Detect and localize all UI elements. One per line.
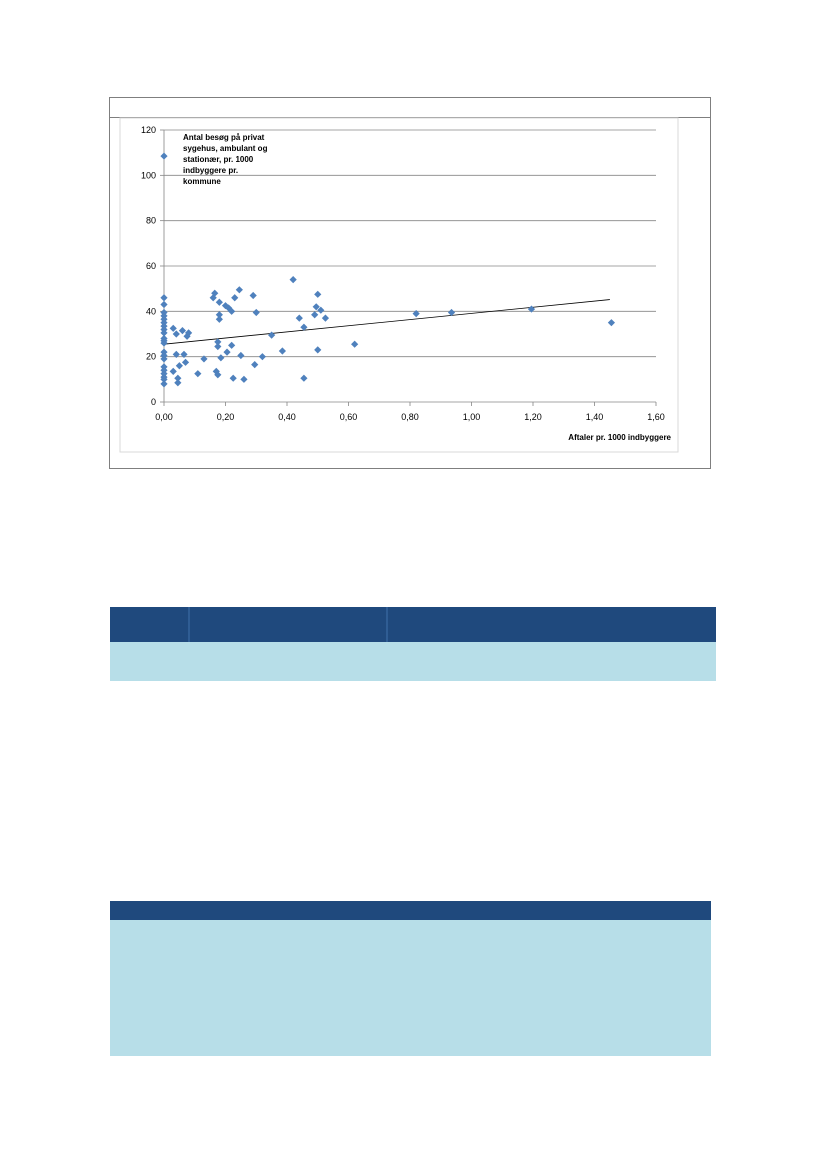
data-point <box>268 332 275 339</box>
data-point <box>250 292 257 299</box>
x-tick-label: 1,60 <box>647 412 665 422</box>
data-point <box>173 330 180 337</box>
x-tick-label: 1,40 <box>585 412 604 422</box>
table-header <box>110 901 711 920</box>
x-tick-label: 0,40 <box>278 412 296 422</box>
data-point <box>230 375 237 382</box>
y-tick-label: 60 <box>145 261 156 271</box>
data-point <box>300 375 307 382</box>
data-point <box>217 354 224 361</box>
y-tick-label: 120 <box>140 125 156 135</box>
table-header-cell <box>190 607 388 642</box>
table-header-cell <box>388 607 716 642</box>
trendline <box>164 300 610 345</box>
blue-table-1 <box>110 607 716 681</box>
data-point <box>259 353 266 360</box>
table-row <box>110 642 716 681</box>
data-point <box>170 368 177 375</box>
data-point <box>223 349 230 356</box>
data-point <box>176 362 183 369</box>
data-point <box>174 379 181 386</box>
data-point <box>179 327 186 334</box>
data-point <box>322 315 329 322</box>
x-tick-label: 1,00 <box>462 412 481 422</box>
y-tick-label: 80 <box>145 215 156 226</box>
x-tick-label: 0,60 <box>339 412 358 422</box>
data-point <box>160 301 167 308</box>
x-tick-label: 0,00 <box>155 412 173 422</box>
data-point <box>311 311 318 318</box>
scatter-chart <box>110 98 710 468</box>
data-point <box>314 291 321 298</box>
data-point <box>216 299 223 306</box>
data-point <box>296 315 303 322</box>
blue-table-2 <box>110 901 711 1056</box>
data-point <box>237 352 244 359</box>
table-header-cell <box>110 607 190 642</box>
data-point <box>228 342 235 349</box>
y-tick-label: 100 <box>140 170 156 181</box>
data-point <box>290 276 297 283</box>
data-point <box>160 152 167 159</box>
data-point <box>253 309 260 316</box>
y-axis-label: Antal besøg på privat sygehus, ambulant og stationær, pr. 1000 indbyggere pr. kommune <box>183 133 268 186</box>
y-tick-label: 0 <box>150 397 156 407</box>
data-point <box>240 376 247 383</box>
data-point <box>351 341 358 348</box>
data-point <box>170 325 177 332</box>
data-point <box>160 294 167 301</box>
data-point <box>160 380 167 387</box>
table-header <box>110 607 716 642</box>
x-axis-label: Aftaler pr. 1000 indbyggere <box>568 433 671 442</box>
data-point <box>231 294 238 301</box>
data-point <box>216 311 223 318</box>
data-point <box>182 359 189 366</box>
x-tick-label: 1,20 <box>524 412 542 422</box>
data-point <box>314 346 321 353</box>
data-point <box>608 319 615 326</box>
y-tick-label: 20 <box>145 351 156 362</box>
x-tick-label: 0,80 <box>401 412 419 422</box>
data-point <box>251 361 258 368</box>
data-point <box>194 370 201 377</box>
table-body <box>110 920 711 1056</box>
x-tick-label: 0,20 <box>216 412 235 422</box>
data-point <box>236 286 243 293</box>
y-tick-label: 40 <box>145 306 156 317</box>
data-point <box>279 347 286 354</box>
figure-frame <box>109 97 711 469</box>
